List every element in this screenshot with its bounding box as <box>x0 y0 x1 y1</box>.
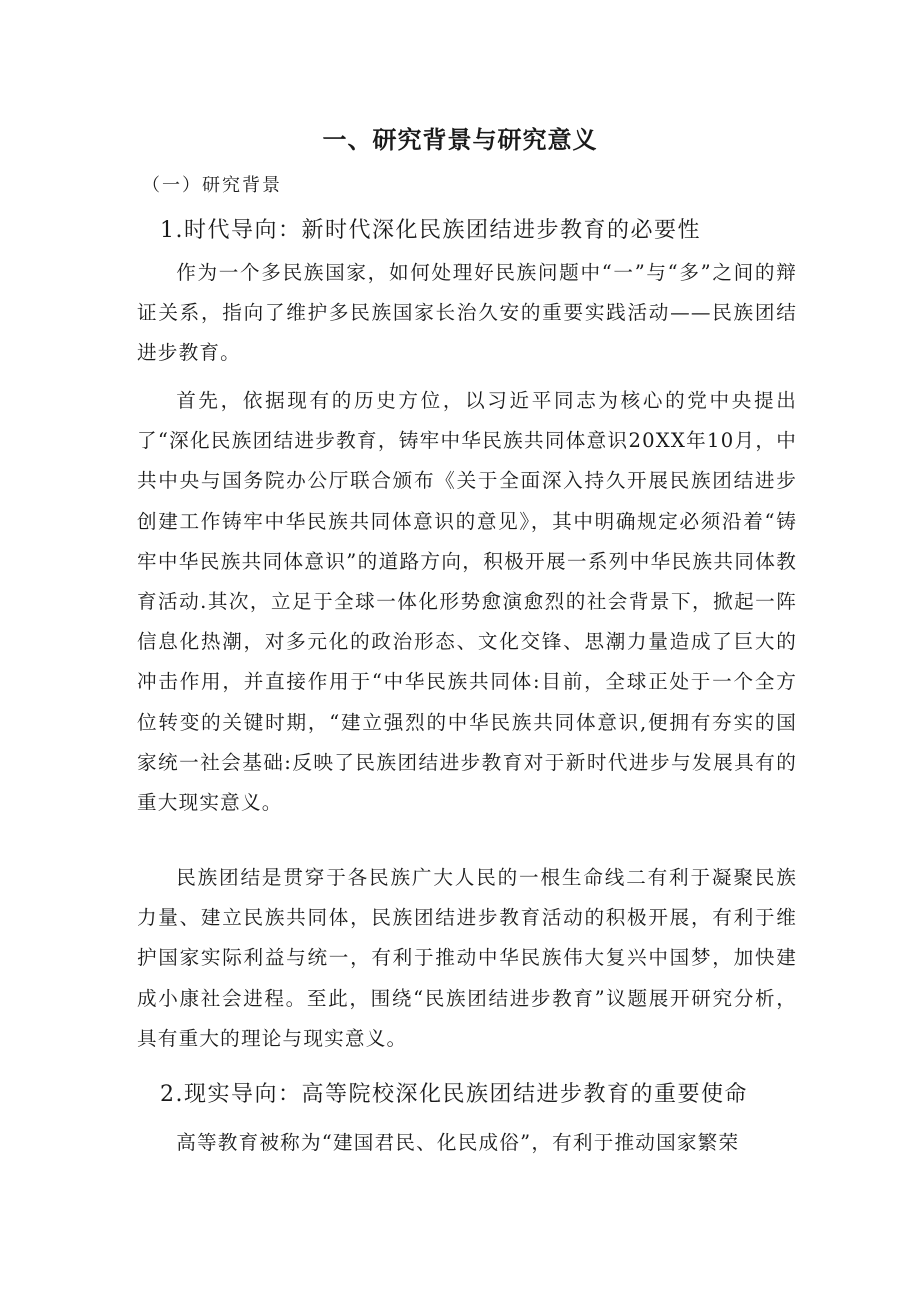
section2-heading: 2.现实导向：高等院校深化民族团结进步教育的重要使命 <box>160 1082 748 1107</box>
paragraph: 作为一个多民族国家，如何处理好民族问题中“一”与“多”之间的辩证关系，指向了维护多民族国家长治久安的重要实践活动——民族团结进步教育。 <box>137 261 797 365</box>
paragraph: 民族团结是贯穿于各民族广大人民的一根生命线二有利于凝聚民族力量、建立民族共同体，民族团结进步教育活动的积极开展，有利于维护国家实际利益与统一，有利于推动中华民族伟大复兴中国梦，加快建成小康社会进程。至此，围绕“民族团结进步教育”议题展开研究分析，具有重大的理论与现实意义。 <box>137 866 797 1050</box>
section1-heading: 1.时代导向：新时代深化民族团结进步教育的必要性 <box>160 218 701 243</box>
paragraph: 高等教育被称为“建国君民、化民成俗”，有利于推动国家繁荣 <box>176 1131 740 1154</box>
page-title: 一、研究背景与研究意义 <box>322 125 598 154</box>
paragraph: 首先，依据现有的历史方位，以习近平同志为核心的党中央提出了“深化民族团结进步教育，铸牢中华民族共同体意识20XX年10月，中共中央与国务院办公厅联合颁布《关于全面深入持久开展民族团结进步创建工作铸牢中华民族共同体意识的意见》，其中明确规定必须沿着“铸牢中华民族共同体意识”的道路方向，积极开展一系列中华民族共同体教育活动.其次，立足于全球一体化形势愈演愈烈的社会背景下，掀起一阵信息化热潮，对多元化的政治形态、文化交锋、思潮力量造成了巨大的冲击作用，并直接作用于“中华民族共同体:目前，全球正处于一个全方位转变的关键时期，“建立强烈的中华民族共同体意识,便拥有夯实的国家统一社会基础:反映了民族团结进步教育对于新时代进步与发展具有的重大现实意义。 <box>137 389 797 815</box>
subheading: （一）研究背景 <box>142 175 282 196</box>
